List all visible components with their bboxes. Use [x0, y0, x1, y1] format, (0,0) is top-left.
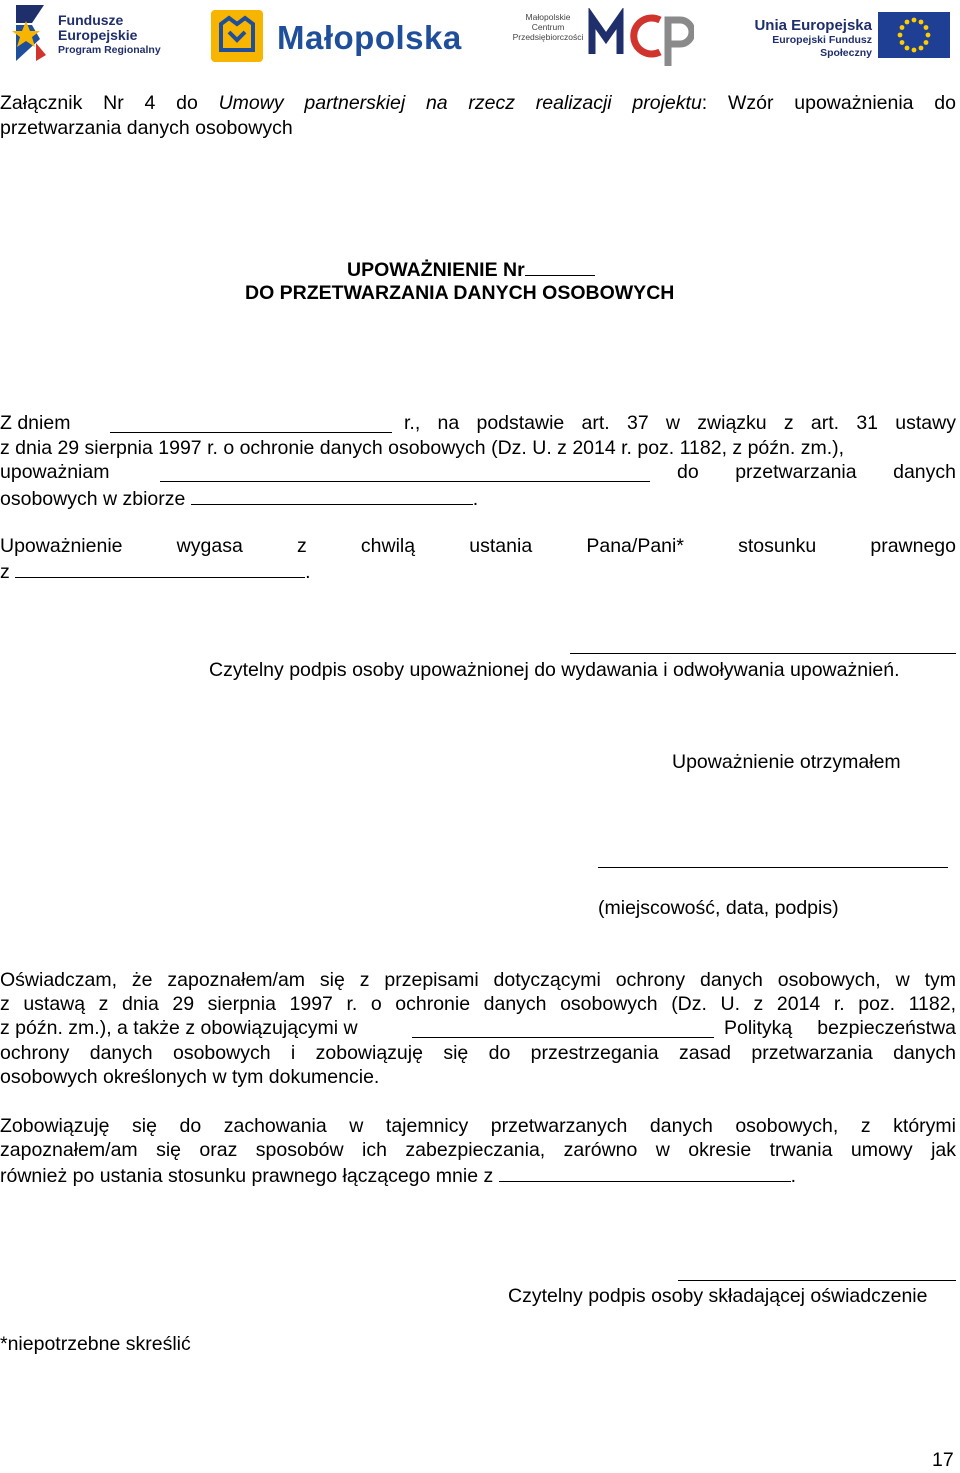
date-blank	[110, 413, 392, 433]
place-date-caption: (miejscowość, data, podpis)	[598, 897, 839, 919]
mcp-monogram-icon	[588, 8, 694, 70]
malopolska-emblem-icon	[211, 10, 263, 62]
dataset-blank	[191, 485, 473, 505]
para4-line3-text: również po ustania stosunku prawnego łączącego mnie z	[0, 1165, 494, 1187]
para1-end: .	[472, 488, 479, 510]
page-number: 17	[932, 1449, 954, 1471]
processing-label: do przetwarzania danych	[677, 461, 956, 483]
relation-blank	[15, 558, 305, 578]
malopolska-logo	[211, 10, 466, 66]
authorize-label: upoważniam	[0, 461, 110, 483]
para2-end: .	[305, 561, 311, 583]
fe-star-icon	[12, 3, 52, 63]
para3-line2: z ustawą z dnia 29 sierpnia 1997 r. o ochronie danych osobowych (Dz. U. z 2014 r. poz. 1182,	[0, 993, 956, 1015]
signature2-caption: Czytelny podpis osoby składającej oświadczenie	[508, 1285, 928, 1307]
header-italic-title: Umowy partnerskiej na rzecz realizacji projektu	[218, 92, 702, 114]
footnote: *niepotrzebne skreślić	[0, 1333, 191, 1355]
fe-title-line2: Europejskie	[58, 27, 138, 43]
organization-blank	[412, 1018, 714, 1038]
para2-line2	[0, 558, 311, 585]
header-prefix: Załącznik Nr 4 do	[0, 92, 219, 114]
para4-line2: zapoznałem/am się oraz sposobów ich zabezpieczania, zarówno w okresie trwania umowy jak	[0, 1139, 956, 1161]
attachment-header-line1	[0, 91, 956, 116]
para3-line4: ochrony danych osobowych i zobowiązuję się do przestrzegania zasad przetwarzania danych	[0, 1042, 956, 1064]
received-label: Upoważnienie otrzymałem	[672, 751, 901, 773]
malopolska-wordmark: Małopolska	[277, 19, 462, 56]
ue-title: Unia Europejska	[754, 17, 872, 34]
number-blank	[525, 256, 595, 276]
signature2-line	[678, 1261, 956, 1281]
mcp-line3: Przedsiębiorczości	[512, 32, 584, 42]
attachment-header-line2: przetwarzania danych osobowych	[0, 117, 293, 139]
employer-blank	[499, 1162, 791, 1182]
para2-z: z	[0, 561, 10, 583]
para4-line3	[0, 1162, 796, 1189]
para3-line3-text: z późn. zm.), a także z obowiązującymi w	[0, 1017, 358, 1039]
para4-end: .	[790, 1165, 797, 1187]
document-title-line2: DO PRZETWARZANIA DANYCH OSOBOWYCH	[245, 282, 675, 304]
para3-line1: Oświadczam, że zapoznałem/am się z przepisami dotyczącymi ochrony danych osobowych, w tym	[0, 969, 956, 991]
unia-europejska-logo	[732, 12, 952, 58]
para2-line1: Upoważnienie wygasa z chwilą ustania Pana/Pani* stosunku prawnego	[0, 535, 956, 557]
person-blank	[160, 462, 650, 482]
mcp-logo	[510, 8, 695, 70]
signature1-caption: Czytelny podpis osoby upoważnionej do wydawania i odwoływania upoważnień.	[209, 659, 900, 681]
received-signature-line	[598, 848, 948, 868]
mcp-line2: Centrum	[531, 22, 565, 32]
policy-label: Polityką bezpieczeństwa	[724, 1017, 956, 1039]
fundusze-europejskie-logo	[12, 3, 162, 63]
signature1-line	[570, 634, 956, 654]
fe-subtitle: Program Regionalny	[58, 44, 161, 56]
logo-bar	[0, 0, 960, 70]
eu-flag-icon	[878, 12, 950, 58]
dataset-label: osobowych w zbiorze	[0, 488, 186, 510]
date-label: Z dniem	[0, 412, 71, 434]
para1-line1-text: r., na podstawie art. 37 w związku z art. 31 ustawy	[404, 412, 956, 434]
para3-line5: osobowych określonych w tym dokumencie.	[0, 1066, 380, 1088]
ue-subtitle: Europejski Fundusz Społeczny	[772, 34, 872, 59]
fe-title-line1: Fundusze	[58, 12, 124, 28]
document-title-line1	[347, 256, 595, 283]
title-text: UPOWAŻNIENIE Nr	[347, 259, 525, 281]
para4-line1: Zobowiązuję się do zachowania w tajemnicy przetwarzanych danych osobowych, z którymi	[0, 1115, 956, 1137]
header-suffix: : Wzór upoważnienia do	[701, 92, 956, 114]
mcp-line1: Małopolskie	[525, 12, 571, 22]
para1-line4	[0, 485, 478, 512]
para1-line2: z dnia 29 sierpnia 1997 r. o ochronie danych osobowych (Dz. U. z 2014 r. poz. 1182, z późn. zm.),	[0, 437, 845, 459]
